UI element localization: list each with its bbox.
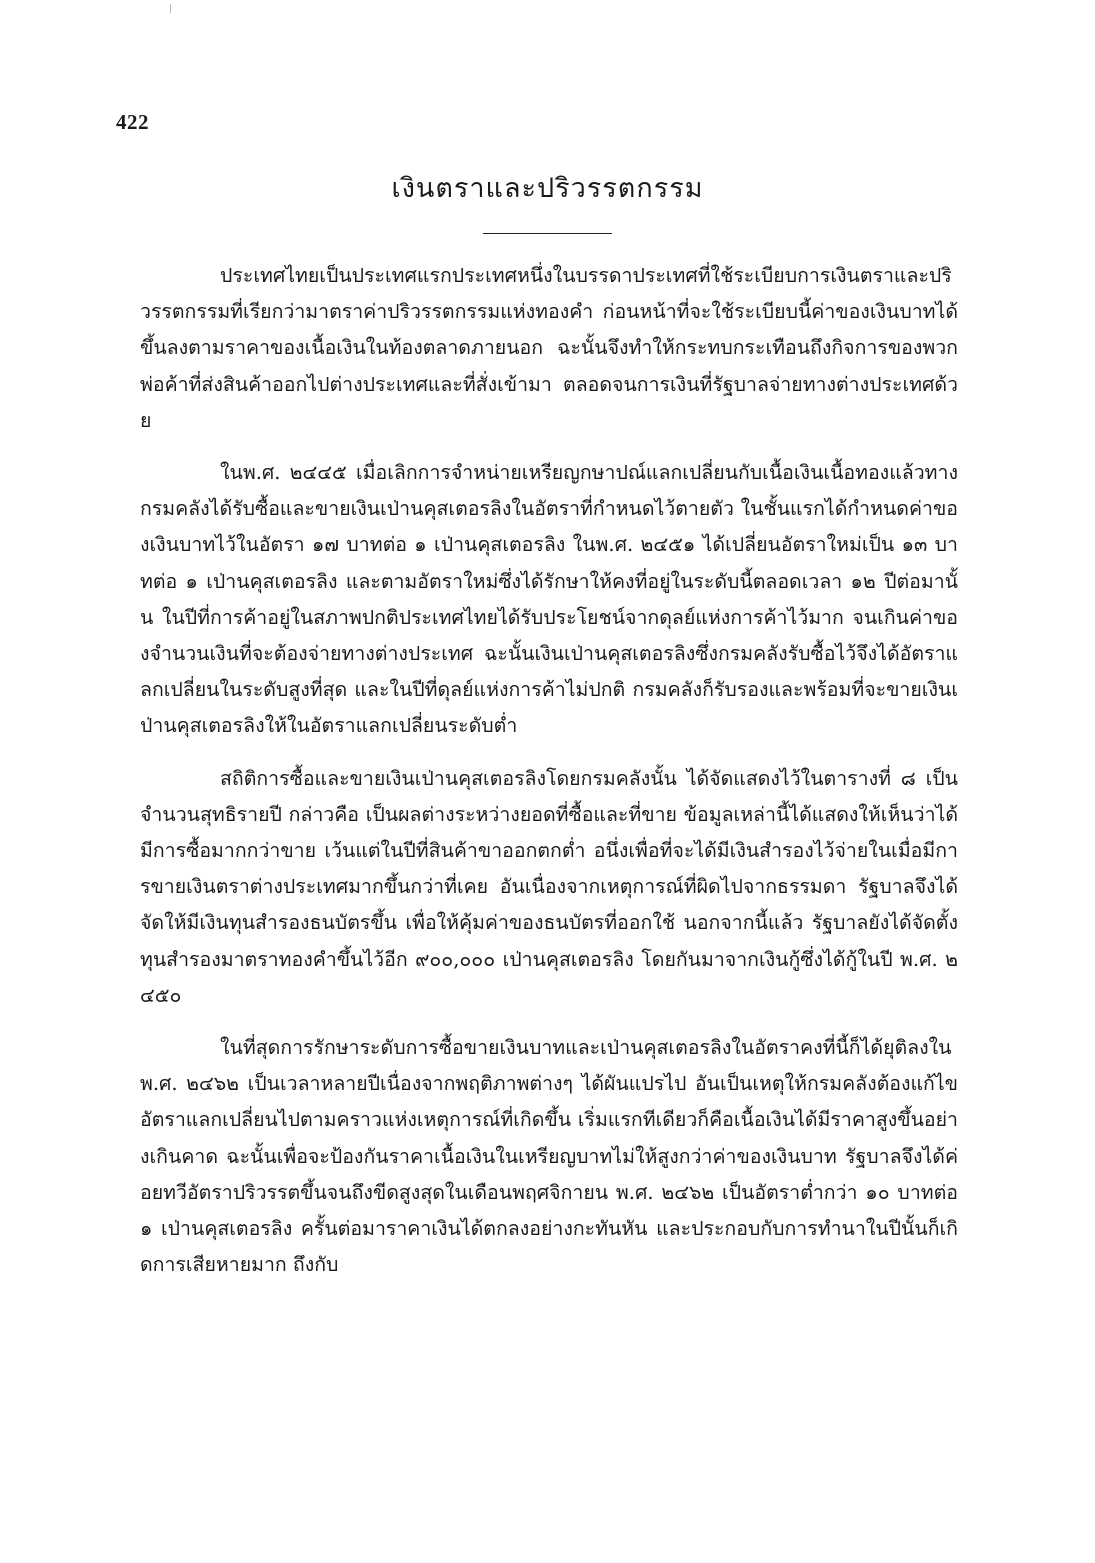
- page-number: 422: [116, 110, 149, 134]
- body-text: [140, 258, 958, 1283]
- paragraph: ประเทศไทยเป็นประเทศแรกประเทศหนึ่งในบรรดาประเทศที่ใช้ระเบียบการเงินตราและปริวรรตกรรมที่เรียกว่ามาตราค่าปริวรรตกรรมแห่งทองคำ ก่อนหน้าที่จะใช้ระเบียบนี้ค่าของเงินบาทได้ขึ้นลงตามราคาของเนื้อเงินในท้องตลาดภายนอก ฉะนั้นจึงทำให้กระทบกระเทือนถึงกิจการของพวกพ่อค้าที่ส่งสินค้าออกไปต่างประเทศและที่สั่งเข้ามา ตลอดจนการเงินที่รัฐบาลจ่ายทางต่างประเทศด้วย: [140, 264, 958, 432]
- page-title: เงินตราและปริวรรตกรรม: [391, 173, 704, 204]
- paragraph: ในที่สุดการรักษาระดับการซื้อขายเงินบาทและเป่านคุสเตอรลิงในอัตราคงที่นี้ก็ได้ยุติลงในพ.ศ. ๒๔๖๒ เป็นเวลาหลายปีเนื่องจากพฤติภาพต่างๆ ได้ผันแปรไป อันเป็นเหตุให้กรมคลังต้องแก้ไขอัตราแลกเปลี่ยนไปตามคราวแห่งเหตุการณ์ที่เกิดขึ้น เริ่มแรกทีเดียวก็คือเนื้อเงินได้มีราคาสูงขึ้นอย่างเกินคาด ฉะนั้นเพื่อจะป้องกันราคาเนื้อเงินในเหรียญบาทไม่ให้สูงกว่าค่าของเงินบาท รัฐบาลจึงได้ค่อยทวีอัตราปริวรรตขึ้นจนถึงขีดสูงสุดในเดือนพฤศจิกายน พ.ศ. ๒๔๖๒ เป็นอัตราต่ำกว่า ๑๐ บาทต่อ ๑ เป่านคุสเตอรลิง ครั้นต่อมาราคาเงินได้ตกลงอย่างกะทันหัน และประกอบกับการทำนาในปีนั้นก็เกิดการเสียหายมาก ถึงกับ: [140, 1036, 958, 1277]
- title-divider: [483, 233, 612, 234]
- paragraph: สถิติการซื้อและขายเงินเป่านคุสเตอรลิงโดยกรมคลังนั้น ได้จัดแสดงไว้ในตารางที่ ๘ เป็นจำนวนสุทธิรายปี กล่าวคือ เป็นผลต่างระหว่างยอดที่ซื้อและที่ขาย ข้อมูลเหล่านี้ได้แสดงให้เห็นว่าได้มีการซื้อมากกว่าขาย เว้นแต่ในปีที่สินค้าขาออกตกต่ำ อนึ่งเพื่อที่จะได้มีเงินสำรองไว้จ่ายในเมื่อมีการขายเงินตราต่างประเทศมากขึ้นกว่าที่เคย อันเนื่องจากเหตุการณ์ที่ผิดไปจากธรรมดา รัฐบาลจึงได้จัดให้มีเงินทุนสำรองธนบัตรขึ้น เพื่อให้คุ้มค่าของธนบัตรที่ออกใช้ นอกจากนี้แล้ว รัฐบาลยังได้จัดตั้งทุนสำรองมาตราทองคำขึ้นไว้อีก ๙๐๐,๐๐๐ เป่านคุสเตอรลิง โดยกันมาจากเงินกู้ซึ่งได้กู้ในปี พ.ศ. ๒๔๕๐: [140, 766, 958, 1007]
- scan-artifact: [170, 4, 171, 13]
- paragraph: ในพ.ศ. ๒๔๔๕ เมื่อเลิกการจำหน่ายเหรียญกษาปณ์แลกเปลี่ยนกับเนื้อเงินเนื้อทองแล้วทางกรมคลังได้รับซื้อและขายเงินเป่านคุสเตอรลิงในอัตราที่กำหนดไว้ตายตัว ในชั้นแรกได้กำหนดค่าของเงินบาทไว้ในอัตรา ๑๗ บาทต่อ ๑ เป่านคุสเตอรลิง ในพ.ศ. ๒๔๕๑ ได้เปลี่ยนอัตราใหม่เป็น ๑๓ บาทต่อ ๑ เป่านคุสเตอรลิง และตามอัตราใหม่ซึ่งได้รักษาให้คงที่อยู่ในระดับนี้ตลอดเวลา ๑๒ ปีต่อมานั้น ในปีที่การค้าอยู่ในสภาพปกติประเทศไทยได้รับประโยชน์จากดุลย์แห่งการค้าไว้มาก จนเกินค่าของจำนวนเงินที่จะต้องจ่ายทางต่างประเทศ ฉะนั้นเงินเป่านคุสเตอรลิงซึ่งกรมคลังรับซื้อไว้จึงได้อัตราแลกเปลี่ยนในระดับสูงที่สุด และในปีที่ดุลย์แห่งการค้าไม่ปกติ กรมคลังก็รับรองและพร้อมที่จะขายเงินเป่านคุสเตอรลิงให้ในอัตราแลกเปลี่ยนระดับต่ำ: [140, 461, 958, 738]
